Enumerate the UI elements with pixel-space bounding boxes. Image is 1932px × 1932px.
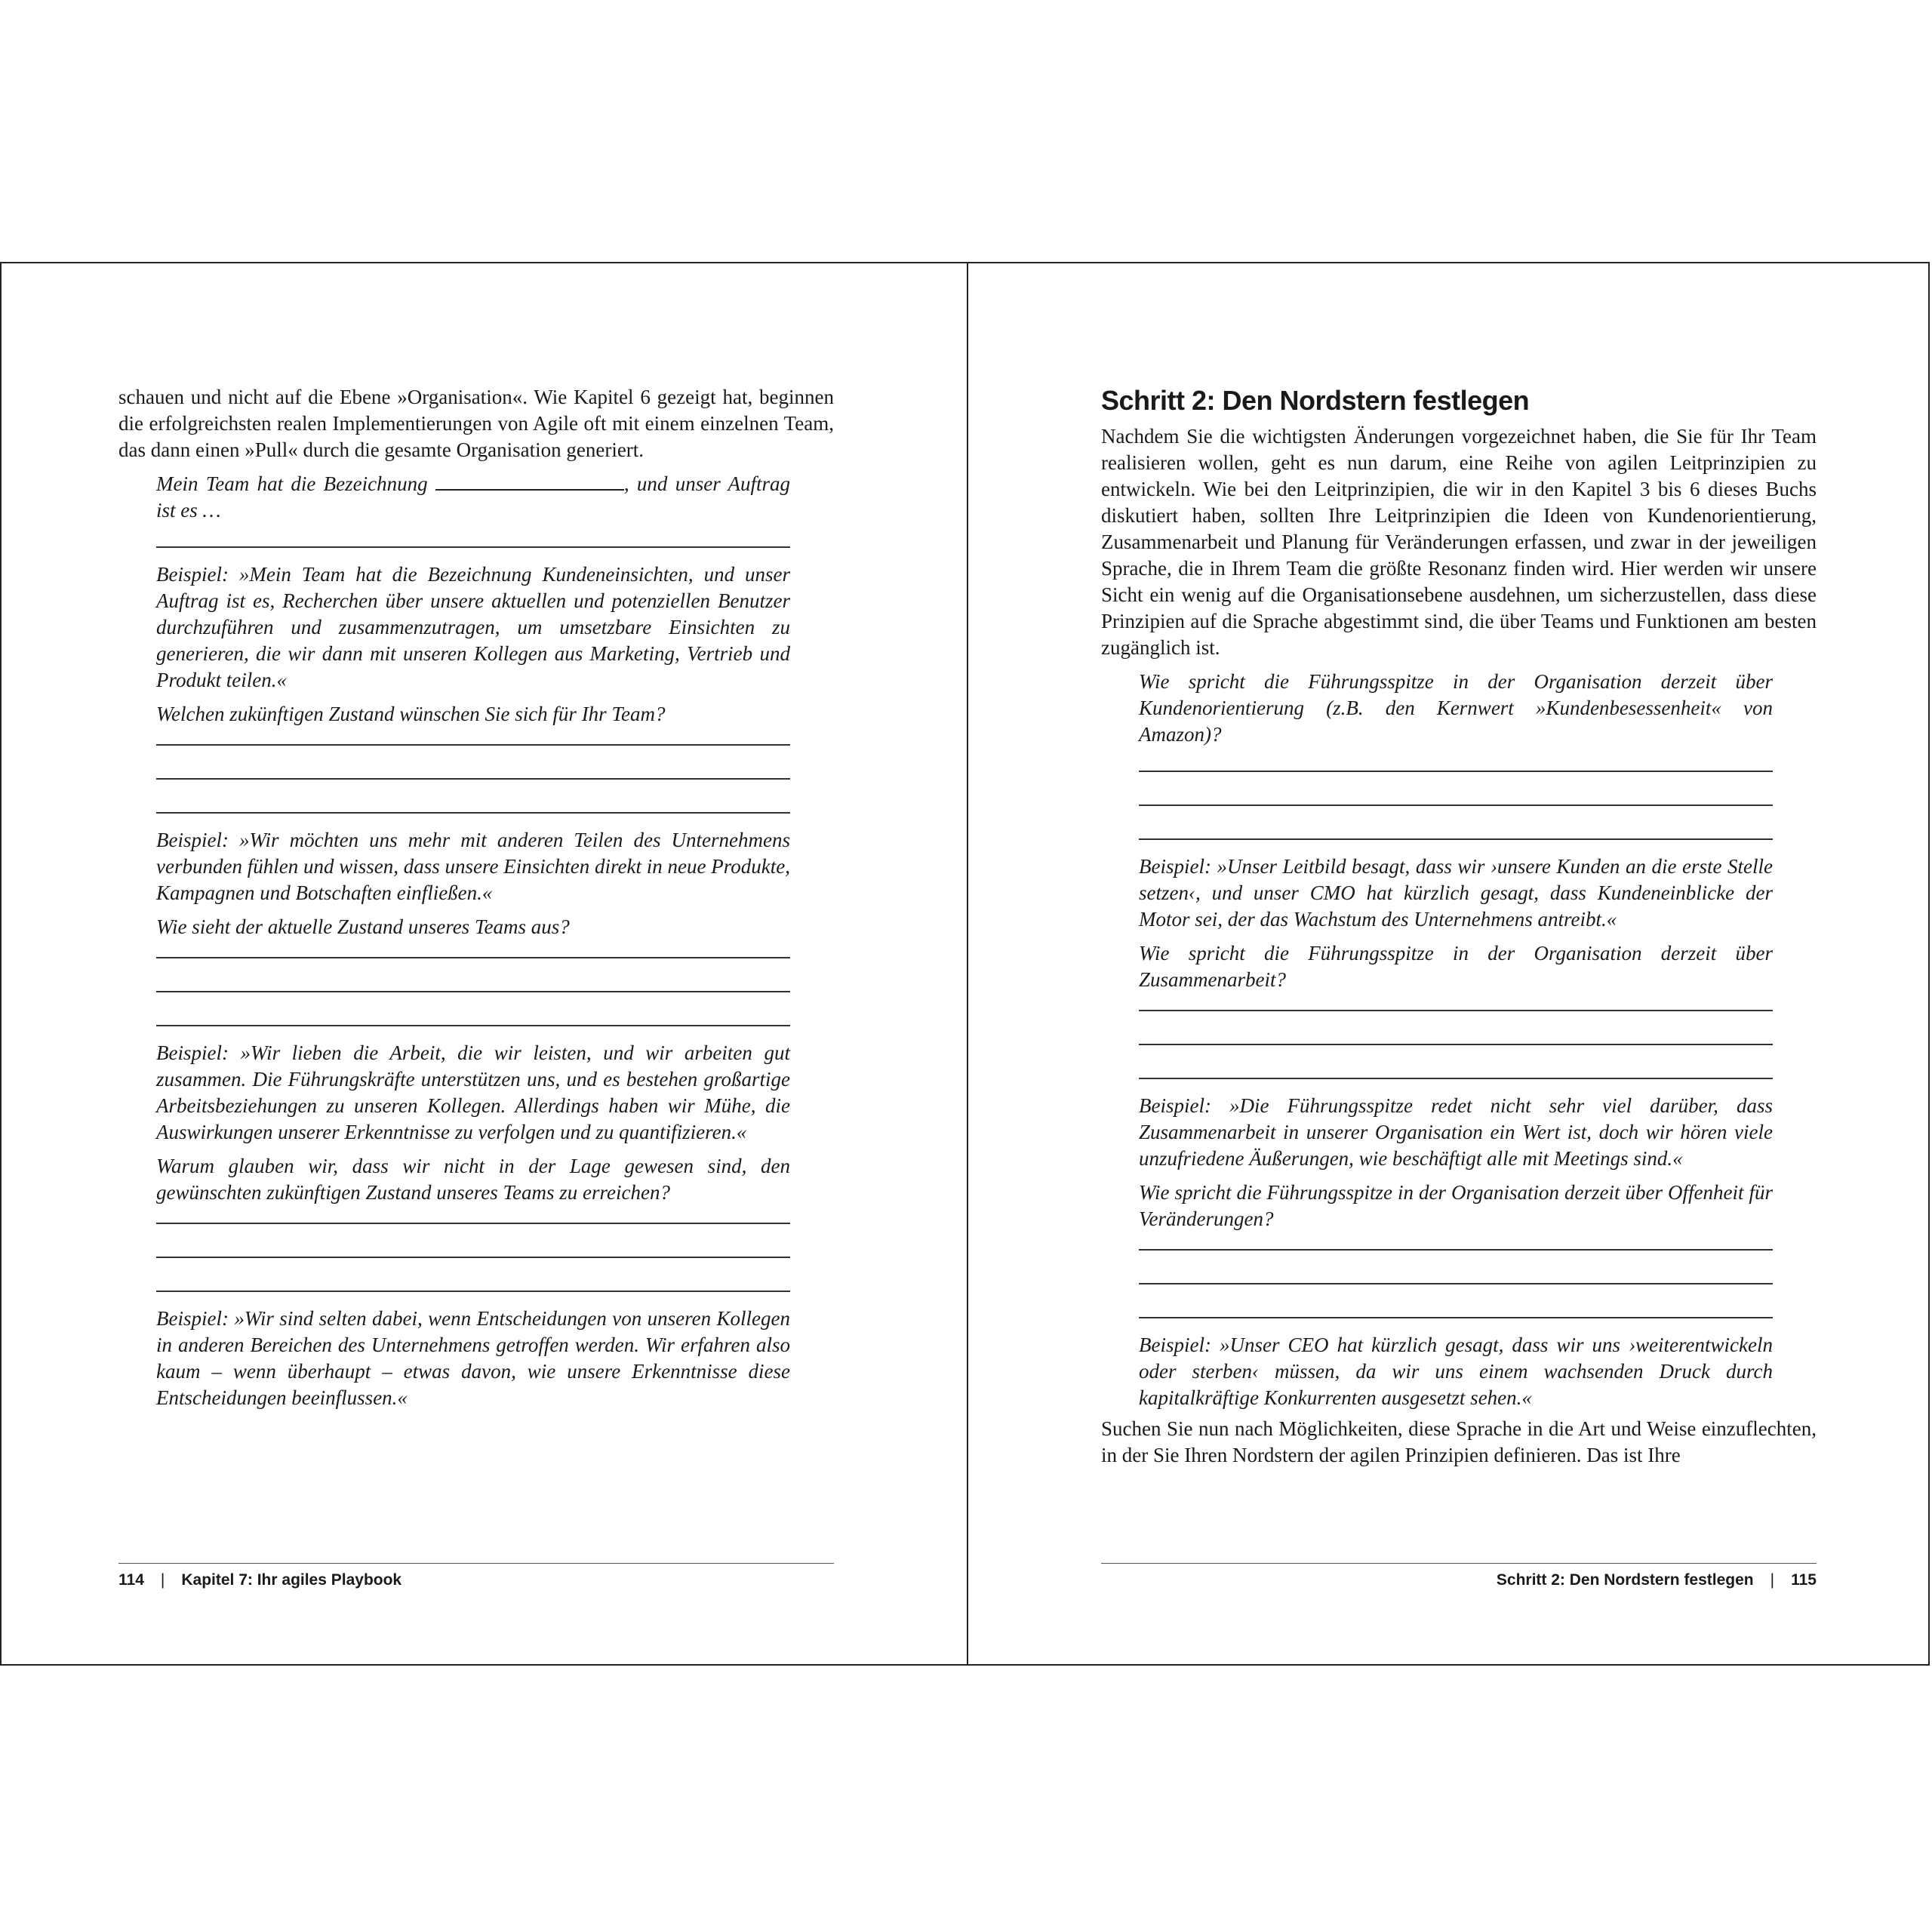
answer-line xyxy=(156,1291,790,1292)
left-text-column xyxy=(118,384,834,1411)
left-intro-paragraph: schauen und nicht auf die Ebene »Organisation«. Wie Kapitel 6 gezeigt hat, beginnen die erfolgreichsten realen Implementierungen von Agile oft mit einem einzelnen Team, das dann einen »Pull« durch die gesamte Organisation generiert. xyxy=(118,386,834,461)
answer-lines xyxy=(156,546,790,548)
answer-line xyxy=(156,1025,790,1026)
answer-line xyxy=(1139,1078,1773,1079)
answer-line xyxy=(156,1257,790,1258)
left-footer-rule xyxy=(118,1563,834,1564)
answer-line xyxy=(156,1223,790,1224)
answer-line xyxy=(1139,1283,1773,1284)
example-future-state: Beispiel: »Wir möchten uns mehr mit anderen Teilen des Unternehmens verbunden fühlen und wissen, dass unsere Einsichten direkt in neue Produkte, Kampagnen und Botschaften einfließen.« xyxy=(156,829,790,904)
section-heading: Schritt 2: Den Nordstern festlegen xyxy=(1101,385,1530,416)
right-intro-paragraph: Nachdem Sie die wichtigsten Änderungen vorgezeichnet haben, die Sie für Ihr Team realisieren wollen, geht es nun darum, eine Reihe von agilen Leitprinzipien zu entwickeln. Wie bei den Leitprinzipien, die wir in den Kapitel 3 bis 6 dieses Buchs diskutiert haben, sollten Ihre Leitprinzipien die Ideen von Kundenorientierung, Zusammenarbeit und Planung für Veränderungen erfassen, und zwar in der jeweiligen Sprache, die in Ihrem Team die größte Resonanz finden wird. Hier werden wir unsere Sicht ein wenig auf die Organisationsebene ausdehnen, um sicherzustellen, dass diese Prinzipien auf die Sprache abgestimmt sind, die über Teams und Funktionen am besten zugänglich ist. xyxy=(1101,425,1817,659)
question-obstacles: Warum glauben wir, dass wir nicht in der Lage gewesen sind, den gewünschten zukünftigen Zustand unseres Teams zu erreichen? xyxy=(156,1155,790,1204)
left-page-number: 114 xyxy=(118,1571,144,1589)
right-page-number: 115 xyxy=(1791,1571,1817,1589)
example-current-state: Beispiel: »Wir lieben die Arbeit, die wir leisten, und wir arbeiten gut zusammen. Die Führungskräfte unterstützen uns, und es bestehen großartige Arbeitsbeziehungen zu unseren Kollegen. Allerdings haben wir Mühe, die Auswirkungen unserer Erkenntnisse zu verfolgen und zu quantifizieren.« xyxy=(156,1041,790,1143)
question-team-name-start: Mein Team hat die Bezeichnung xyxy=(156,472,428,495)
question-current-state: Wie sieht der aktuelle Zustand unseres Teams aus? xyxy=(156,915,570,938)
example-openness: Beispiel: »Unser CEO hat kürzlich gesagt, dass wir uns ›weiterentwickeln oder sterben‹ müssen, da wir uns einem wachsenden Druck durch kapitalkräftige Konkurrenten ausgesetzt sehen.« xyxy=(1139,1334,1773,1409)
question-openness: Wie spricht die Führungsspitze in der Organisation derzeit über Offenheit für Veränderungen? xyxy=(1139,1181,1773,1230)
left-running-title: Kapitel 7: Ihr agiles Playbook xyxy=(181,1571,402,1589)
answer-line xyxy=(1139,804,1773,806)
answer-lines xyxy=(1139,1249,1773,1318)
answer-line xyxy=(1139,771,1773,772)
example-collaboration: Beispiel: »Die Führungsspitze redet nicht sehr viel darüber, dass Zusammenarbeit in unserer Organisation ein Wert ist, doch wir hören viele unzufriedene Äußerungen, wie beschäftigt alle mit Meetings sind.« xyxy=(1139,1094,1773,1170)
right-footer xyxy=(1497,1567,1817,1593)
example-customer-focus: Beispiel: »Unser Leitbild besagt, dass wir ›unsere Kunden an die erste Stelle setzen‹, und unser CMO hat kürzlich gesagt, dass Kundeneinblicke der Motor sei, der das Wachstum des Unternehmens antreibt.« xyxy=(1139,855,1773,931)
question-collaboration: Wie spricht die Führungsspitze in der Organisation derzeit über Zusammenarbeit? xyxy=(1139,942,1773,991)
answer-lines xyxy=(156,744,790,814)
book-spread xyxy=(0,262,1930,1666)
answer-lines xyxy=(1139,1010,1773,1079)
answer-line xyxy=(1139,838,1773,840)
example-obstacles: Beispiel: »Wir sind selten dabei, wenn Entscheidungen von unseren Kollegen in anderen Bereichen des Unternehmens getroffen werden. Wir erfahren also kaum – wenn überhaupt – etwas davon, wie unsere Erkenntnisse diese Entscheidungen beeinflussen.« xyxy=(156,1307,790,1409)
right-page xyxy=(968,263,1931,1664)
left-page xyxy=(2,263,967,1664)
right-text-column xyxy=(1101,384,1817,1469)
example-team-name: Beispiel: »Mein Team hat die Bezeichnung Kundeneinsichten, und unser Auftrag ist es, Recherchen über unsere aktuellen und potenziellen Benutzer durchzuführen und zusammenzutragen, um umsetzbare Einsichten zu generieren, die wir dann mit unseren Kollegen aus Marketing, Vertrieb und Produkt teilen.« xyxy=(156,563,790,691)
right-footer-rule xyxy=(1101,1563,1817,1564)
answer-line xyxy=(1139,1044,1773,1045)
answer-line xyxy=(156,991,790,992)
left-footer xyxy=(118,1567,401,1593)
footer-separator: | xyxy=(160,1571,165,1589)
right-outro-paragraph: Suchen Sie nun nach Möglichkeiten, diese Sprache in die Art und Weise einzuflechten, in der Sie Ihren Nordstern der agilen Prinzipien definieren. Das ist Ihre xyxy=(1101,1417,1817,1466)
question-team-name xyxy=(156,471,790,524)
answer-line xyxy=(156,812,790,814)
answer-line xyxy=(156,778,790,780)
answer-line xyxy=(156,957,790,958)
question-future-state: Welchen zukünftigen Zustand wünschen Sie sich für Ihr Team? xyxy=(156,703,666,725)
inline-fill-blank xyxy=(435,472,624,491)
footer-separator: | xyxy=(1770,1571,1775,1589)
question-team-name-end: , und unser Auftrag ist es … xyxy=(156,472,791,521)
answer-line xyxy=(1139,1010,1773,1011)
answer-lines xyxy=(156,957,790,1026)
answer-lines xyxy=(1139,771,1773,840)
answer-lines xyxy=(156,1223,790,1292)
answer-line xyxy=(1139,1317,1773,1318)
right-running-title: Schritt 2: Den Nordstern festlegen xyxy=(1496,1571,1754,1589)
answer-line xyxy=(156,546,790,548)
answer-line xyxy=(156,744,790,746)
question-customer-focus: Wie spricht die Führungsspitze in der Organisation derzeit über Kundenorientierung (z.B. den Kernwert »Kundenbesessenheit« von Amazon)? xyxy=(1139,670,1773,746)
answer-line xyxy=(1139,1249,1773,1251)
